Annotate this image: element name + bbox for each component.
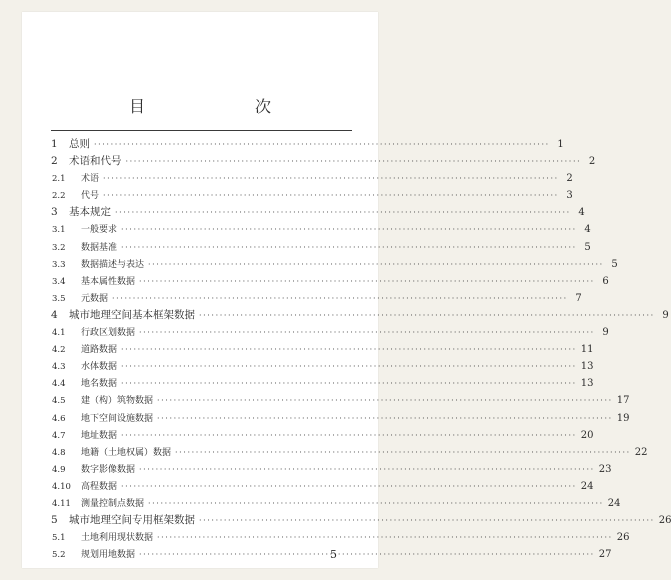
toc-entry-number: 3.2 [52, 242, 66, 253]
toc-entry-title: 地籍（土地权属）数据 [81, 447, 172, 458]
toc-leader-dots [103, 187, 559, 204]
toc-entry-number: 4.7 [52, 430, 66, 441]
toc-section[interactable] [51, 461, 612, 478]
document-page [22, 12, 671, 568]
toc-entry-number: 3.1 [52, 225, 66, 236]
toc-entry-number: 4.1 [52, 328, 66, 339]
toc-entry-number: 4.3 [52, 362, 66, 373]
toc-entry-number: 4.6 [52, 413, 66, 424]
toc-section[interactable] [51, 273, 609, 290]
toc-entry-title: 代号 [81, 191, 100, 202]
toc-entry-title: 地名数据 [81, 379, 118, 390]
toc-entry-title: 数据基准 [81, 242, 118, 253]
toc-entry-number: 4.5 [52, 396, 66, 407]
toc-entry-number: 5 [51, 514, 58, 527]
toc-entry-page: 13 [580, 361, 594, 373]
toc-leader-dots [199, 307, 655, 324]
toc-entry-title: 一般要求 [81, 225, 118, 236]
toc-entry-number: 5.1 [52, 533, 66, 544]
toc-entry-page: 5 [611, 258, 618, 270]
toc-entry-title: 术语和代号 [69, 155, 122, 168]
toc-chapter[interactable] [51, 307, 669, 324]
toc-leader-dots [157, 410, 613, 427]
toc-entry-number: 3.5 [52, 293, 66, 304]
toc-leader-dots [157, 392, 613, 409]
toc-entry-number: 4.8 [52, 447, 66, 458]
toc-leader-dots [112, 290, 568, 307]
toc-entry-title: 元数据 [81, 293, 109, 304]
toc-chapter[interactable] [51, 153, 596, 170]
toc-entry-number: 2 [51, 155, 58, 168]
toc-section[interactable] [51, 256, 618, 273]
toc-entry-page: 27 [598, 549, 612, 561]
title-rule [51, 130, 352, 131]
toc-entry-title: 测量控制点数据 [81, 498, 145, 509]
toc-entry-number: 1 [51, 138, 58, 150]
toc-entry-title: 城市地理空间基本框架数据 [69, 308, 195, 321]
toc-entry-page: 20 [580, 429, 594, 441]
toc-entry-number: 2.2 [52, 191, 66, 202]
toc-entry-title: 城市地理空间专用框架数据 [69, 514, 195, 527]
toc-entry-number: 4.11 [52, 498, 71, 509]
toc-leader-dots [121, 478, 577, 495]
toc-section[interactable] [51, 290, 582, 307]
toc-section[interactable] [51, 529, 630, 546]
toc-entry-page: 2 [588, 156, 596, 168]
toc-entry-title: 地下空间设施数据 [81, 413, 154, 424]
toc-entry-title: 建（构）筑物数据 [81, 396, 154, 407]
toc-section[interactable] [51, 187, 573, 204]
toc-leader-dots [157, 529, 613, 546]
toc-entry-number: 4.10 [52, 481, 71, 492]
toc-entry-title: 规划用地数据 [81, 550, 136, 561]
toc-section[interactable] [51, 324, 609, 341]
toc-entry-number: 2.1 [52, 174, 66, 185]
toc-chapter[interactable] [51, 204, 585, 221]
toc-entry-title: 基本规定 [69, 206, 111, 219]
toc-entry-page: 6 [602, 275, 609, 287]
page-title: 目 次 [128, 97, 297, 116]
toc-section[interactable] [51, 221, 591, 238]
toc-section[interactable] [51, 341, 594, 358]
toc-entry-page: 7 [575, 292, 582, 304]
toc-entry-title: 道路数据 [81, 345, 118, 356]
toc-entry-number: 3.4 [52, 276, 66, 287]
toc-leader-dots [121, 358, 577, 375]
toc-entry-title: 地址数据 [81, 430, 118, 441]
toc-entry-page: 4 [578, 207, 585, 219]
toc-entry-page: 11 [580, 344, 594, 356]
toc-leader-dots [94, 136, 550, 153]
toc-leader-dots [121, 221, 577, 238]
toc-leader-dots [115, 204, 571, 221]
toc-section[interactable] [51, 495, 621, 512]
toc-entry-number: 3 [51, 206, 58, 219]
toc-entry-title: 总则 [69, 138, 90, 150]
toc-entry-page: 9 [662, 309, 669, 321]
toc-entry-title: 数据描述与表达 [81, 259, 145, 270]
toc-chapter[interactable] [51, 136, 564, 153]
toc-section[interactable] [51, 444, 648, 461]
toc-entry-page: 26 [616, 532, 630, 544]
toc-entry-page: 5 [584, 241, 591, 253]
toc-entry-page: 17 [616, 395, 630, 407]
toc-leader-dots [139, 273, 595, 290]
toc-entry-page: 9 [602, 327, 609, 339]
toc-leader-dots [126, 153, 582, 170]
toc-leader-dots [139, 461, 595, 478]
toc-entry-title: 高程数据 [81, 481, 118, 492]
toc-section[interactable] [51, 478, 594, 495]
toc-chapter[interactable] [51, 512, 671, 529]
toc-entry-number: 3.3 [52, 259, 66, 270]
toc-section[interactable] [51, 358, 594, 375]
toc-leader-dots [139, 324, 595, 341]
toc-leader-dots [139, 546, 595, 563]
toc-leader-dots [103, 170, 559, 187]
toc-entry-page: 22 [634, 446, 648, 458]
toc-entry-number: 5.2 [52, 550, 66, 561]
toc-entry-page: 13 [580, 378, 594, 390]
toc-leader-dots [148, 495, 604, 512]
toc-leader-dots [121, 341, 577, 358]
toc-entry-title: 术语 [81, 174, 100, 185]
toc-entry-page: 2 [566, 173, 573, 185]
toc-entry-title: 土地利用现状数据 [81, 533, 154, 544]
toc-entry-title: 行政区划数据 [81, 328, 136, 339]
toc-section[interactable] [51, 375, 594, 392]
toc-leader-dots [121, 239, 577, 256]
toc-section[interactable] [51, 410, 630, 427]
toc-leader-dots [121, 375, 577, 392]
toc-section[interactable] [51, 170, 573, 187]
toc-leader-dots [121, 427, 577, 444]
toc-section[interactable] [51, 546, 612, 563]
toc-section[interactable] [51, 239, 591, 256]
toc-leader-dots [148, 256, 604, 273]
toc-section[interactable] [51, 392, 630, 409]
toc-entry-number: 4.4 [52, 379, 66, 390]
toc-entry-title: 数字影像数据 [81, 464, 136, 475]
toc-entry-number: 4.9 [52, 464, 66, 475]
toc-entry-page: 26 [658, 515, 671, 527]
toc-leader-dots [175, 444, 631, 461]
toc-entry-title: 基本属性数据 [81, 276, 136, 287]
page-number: 5 [330, 548, 337, 561]
table-of-contents [51, 136, 671, 563]
toc-entry-page: 19 [616, 412, 630, 424]
toc-entry-page: 3 [566, 190, 573, 202]
toc-entry-page: 4 [584, 224, 591, 236]
toc-entry-title: 水体数据 [81, 362, 118, 373]
toc-entry-page: 24 [580, 480, 594, 492]
toc-entry-page: 1 [557, 139, 564, 150]
toc-entry-number: 4.2 [52, 345, 66, 356]
toc-entry-page: 23 [598, 463, 612, 475]
toc-section[interactable] [51, 427, 594, 444]
toc-entry-page: 24 [607, 497, 621, 509]
toc-entry-number: 4 [51, 308, 58, 321]
toc-leader-dots [199, 512, 655, 529]
